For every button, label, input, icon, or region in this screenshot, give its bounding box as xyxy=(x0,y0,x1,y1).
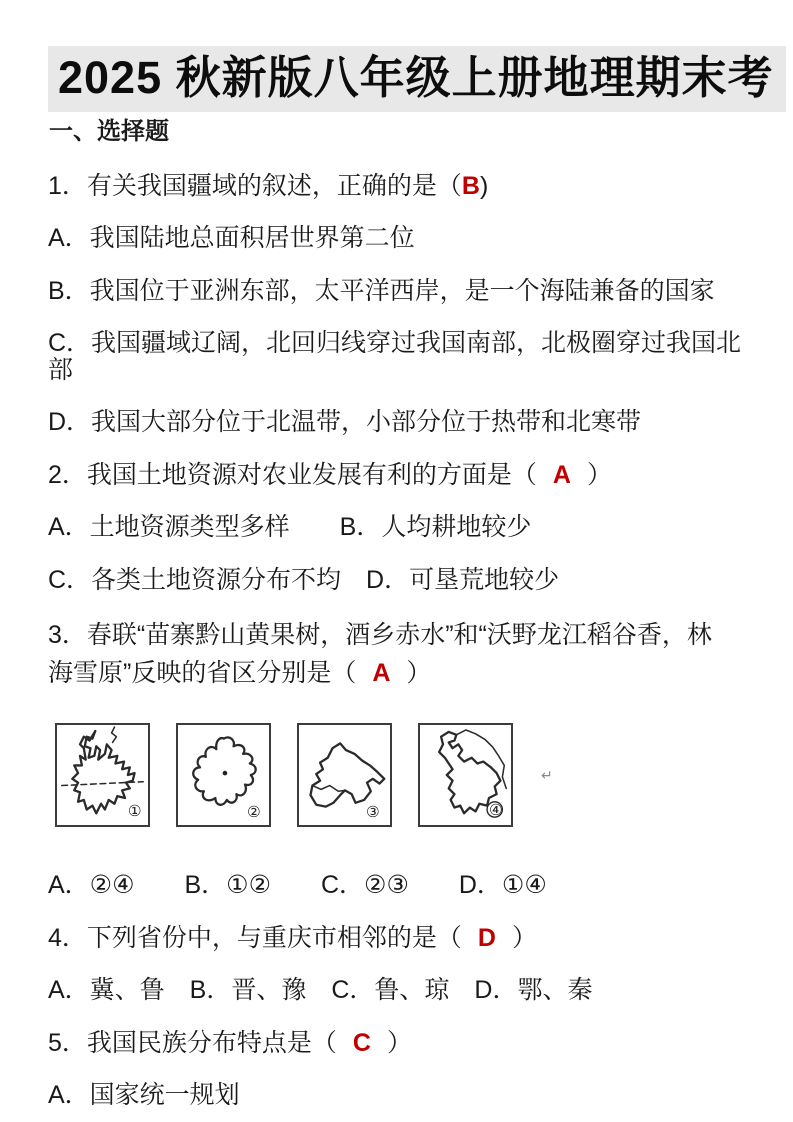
question-3-text-line1: 3．春联“苗寨黔山黄果树，酒乡赤水”和“沃野龙江稻谷香，林 xyxy=(48,621,712,650)
question-4-close-paren: ） xyxy=(511,923,537,952)
question-5-prompt xyxy=(48,1030,759,1057)
question-5-text: 5．我国民族分布特点是（ xyxy=(48,1028,337,1057)
map-label-4: ④ xyxy=(488,802,503,820)
question-3-prompt xyxy=(48,617,759,692)
question-2-prompt xyxy=(48,462,759,489)
question-3-text-line2: 海雪原”反映的省区分别是（ xyxy=(48,658,357,687)
return-mark-icon: ↵ xyxy=(541,766,553,783)
question-3-answer-letter: A xyxy=(372,658,391,687)
question-1-prompt xyxy=(48,173,759,200)
section-heading: 一、选择题 xyxy=(49,117,169,145)
map-label-1: ① xyxy=(127,803,142,821)
map-label-3: ③ xyxy=(366,804,380,822)
question-1-option-a: A．我国陆地总面积居世界第二位 xyxy=(48,224,415,253)
guizhou-outline-icon xyxy=(178,725,269,825)
heilongjiang-outline-icon xyxy=(420,725,511,825)
question-1-text: 1．有关我国疆域的叙述，正确的是（ xyxy=(48,171,462,200)
question-4-answer-letter: D xyxy=(477,923,496,952)
question-2-text: 2．我国土地资源对农业发展有利的方面是（ xyxy=(48,460,537,489)
yunnan-outline-icon xyxy=(57,725,148,825)
question-2-answer-letter: A xyxy=(552,460,571,489)
question-2-close-paren: ） xyxy=(586,460,612,489)
river-line xyxy=(112,727,117,742)
question-5-close-paren: ） xyxy=(386,1028,412,1057)
page-title: 2025 秋新版八年级上册地理期末考 xyxy=(48,46,786,112)
question-4-prompt xyxy=(48,925,759,952)
question-5-answer-letter: C xyxy=(352,1028,371,1057)
question-2-options-cd: C．各类土地资源分布不均 D．可垦荒地较少 xyxy=(48,565,560,594)
question-3-close-paren: ） xyxy=(406,658,432,687)
province-map-1 xyxy=(55,723,150,827)
question-4-options: A．冀、鲁 B．晋、豫 C．鲁、琼 D．鄂、秦 xyxy=(48,976,593,1005)
province-map-3 xyxy=(297,723,392,827)
hubei-boundary-path xyxy=(310,743,384,806)
hubei-outline-icon xyxy=(299,725,390,825)
capital-dot xyxy=(223,771,228,776)
inner-boundary-line xyxy=(312,786,345,792)
province-maps-figure xyxy=(55,722,759,828)
question-1-option-d: D．我国大部分位于北温带，小部分位于热带和北寒带 xyxy=(48,408,642,437)
question-1-close-paren: ) xyxy=(479,171,489,200)
map-label-2: ② xyxy=(246,804,261,822)
question-1-answer-letter: B xyxy=(461,171,480,200)
question-2-options-ab: A．土地资源类型多样 B．人均耕地较少 xyxy=(48,513,532,542)
yunnan-boundary-path xyxy=(72,731,134,813)
province-map-4 xyxy=(418,723,513,827)
question-4-text: 4．下列省份中，与重庆市相邻的是（ xyxy=(48,923,462,952)
question-3-choices: A．②④ B．①② C．②③ D．①④ xyxy=(48,871,547,900)
province-map-2 xyxy=(176,723,271,827)
question-5-option-a: A．国家统一规划 xyxy=(48,1081,240,1110)
question-1-option-c: C．我国疆域辽阔，北回归线穿过我国南部，北极圈穿过我国北部 xyxy=(48,329,742,384)
heilongjiang-boundary-path xyxy=(439,732,500,813)
question-1-option-b: B．我国位于亚洲东部，太平洋西岸，是一个海陆兼备的国家 xyxy=(48,276,715,305)
tropic-of-cancer-dashed-line xyxy=(62,782,143,786)
